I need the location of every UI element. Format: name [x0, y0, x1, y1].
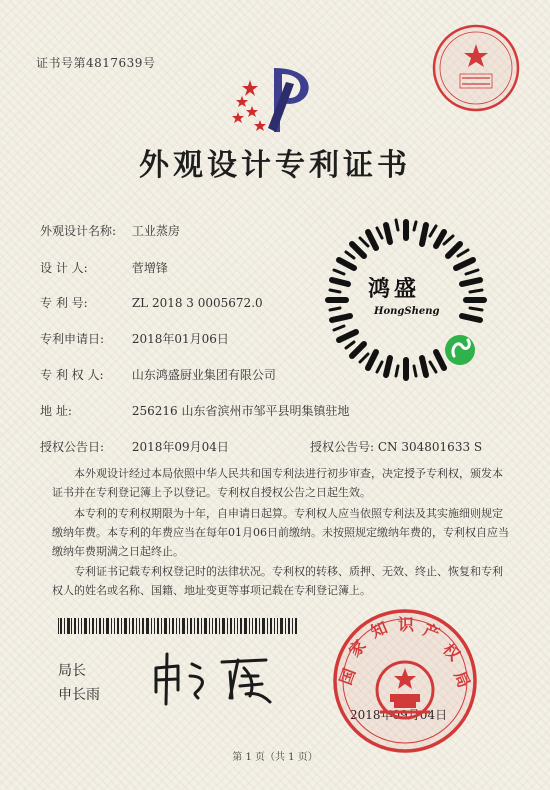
field-patent-number [40, 294, 263, 311]
field-value: 菅增锋 [131, 261, 168, 275]
cnipa-logo [228, 62, 322, 134]
signature-title: 局长 [58, 663, 86, 679]
mini-program-logo-icon [445, 335, 475, 365]
field-label: 专 利 号: [40, 296, 88, 310]
field-value: 山东鸿盛厨业集团有限公司 [131, 368, 276, 382]
field-label: 外观设计名称: [40, 224, 117, 238]
field-value: 256216 山东省滨州市邹平县明集镇驻地 [131, 404, 350, 418]
qr-brand-subtitle: HongSheng [374, 306, 440, 317]
svg-text:知: 知 [367, 617, 391, 642]
handwritten-signature [148, 646, 288, 706]
paragraph-grant: 本外观设计经过本局依照中华人民共和国专利法进行初步审查，决定授予专利权，颁发本证书并在专利登记簿上予以登记。专利权自授权公告之日起生效。 [52, 467, 503, 499]
field-value: 工业蒸房 [131, 224, 180, 238]
field-label: 授权公告号: [310, 440, 375, 454]
svg-text:局: 局 [450, 668, 474, 691]
svg-text:家: 家 [344, 636, 370, 661]
announcement-number [310, 438, 482, 455]
certificate-number: 证书号第4817639号 [36, 56, 156, 70]
svg-text:权: 权 [439, 639, 464, 665]
field-address [40, 402, 349, 419]
field-value: 2018年09月04日 [131, 440, 229, 454]
field-designer [40, 259, 168, 276]
field-label: 授权公告日: [40, 440, 105, 454]
svg-text:产: 产 [420, 620, 443, 644]
paragraph-term: 本专利的专利权期限为十年，自申请日起算。专利权人应当依照专利法及其实施细则规定缴纳年费。本专利的年费应当在每年01月06日前缴纳。未按照规定缴纳年费的，专利权自应当缴纳年费期满之日起终止。 [52, 507, 509, 558]
field-label: 地 址: [40, 404, 72, 418]
field-value: 2018年01月06日 [131, 332, 229, 346]
agency-seal-stamp [430, 22, 522, 114]
cnipa-official-seal [330, 606, 480, 756]
field-label: 专 利 权 人: [40, 368, 104, 382]
field-value: ZL 2018 3 0005672.0 [131, 296, 263, 310]
svg-text:国: 国 [335, 665, 360, 688]
field-design-name [40, 222, 180, 239]
barcode [58, 618, 298, 634]
field-label: 设 计 人: [40, 261, 88, 275]
mini-program-qr-code[interactable] [322, 216, 490, 384]
signature-name: 申长雨 [58, 687, 100, 703]
svg-text:识: 识 [398, 615, 415, 634]
announcement-date [40, 438, 229, 455]
field-patentee [40, 366, 276, 383]
logo-stars-icon [232, 80, 266, 131]
qr-brand-name: 鸿盛 [368, 276, 421, 302]
field-value: CN 304801633 S [377, 440, 483, 454]
field-label: 专利申请日: [40, 332, 105, 346]
paragraph-legal-status: 专利证书记载专利权登记时的法律状况。专利权的转移、质押、无效、终止、恢复和专利权人的姓名或名称、国籍、地址变更等事项记载在专利登记簿上。 [52, 565, 503, 597]
field-application-date [40, 330, 229, 347]
page-title: 外观设计专利证书 [139, 148, 411, 183]
page-number: 第 1 页（共 1 页） [232, 752, 318, 763]
